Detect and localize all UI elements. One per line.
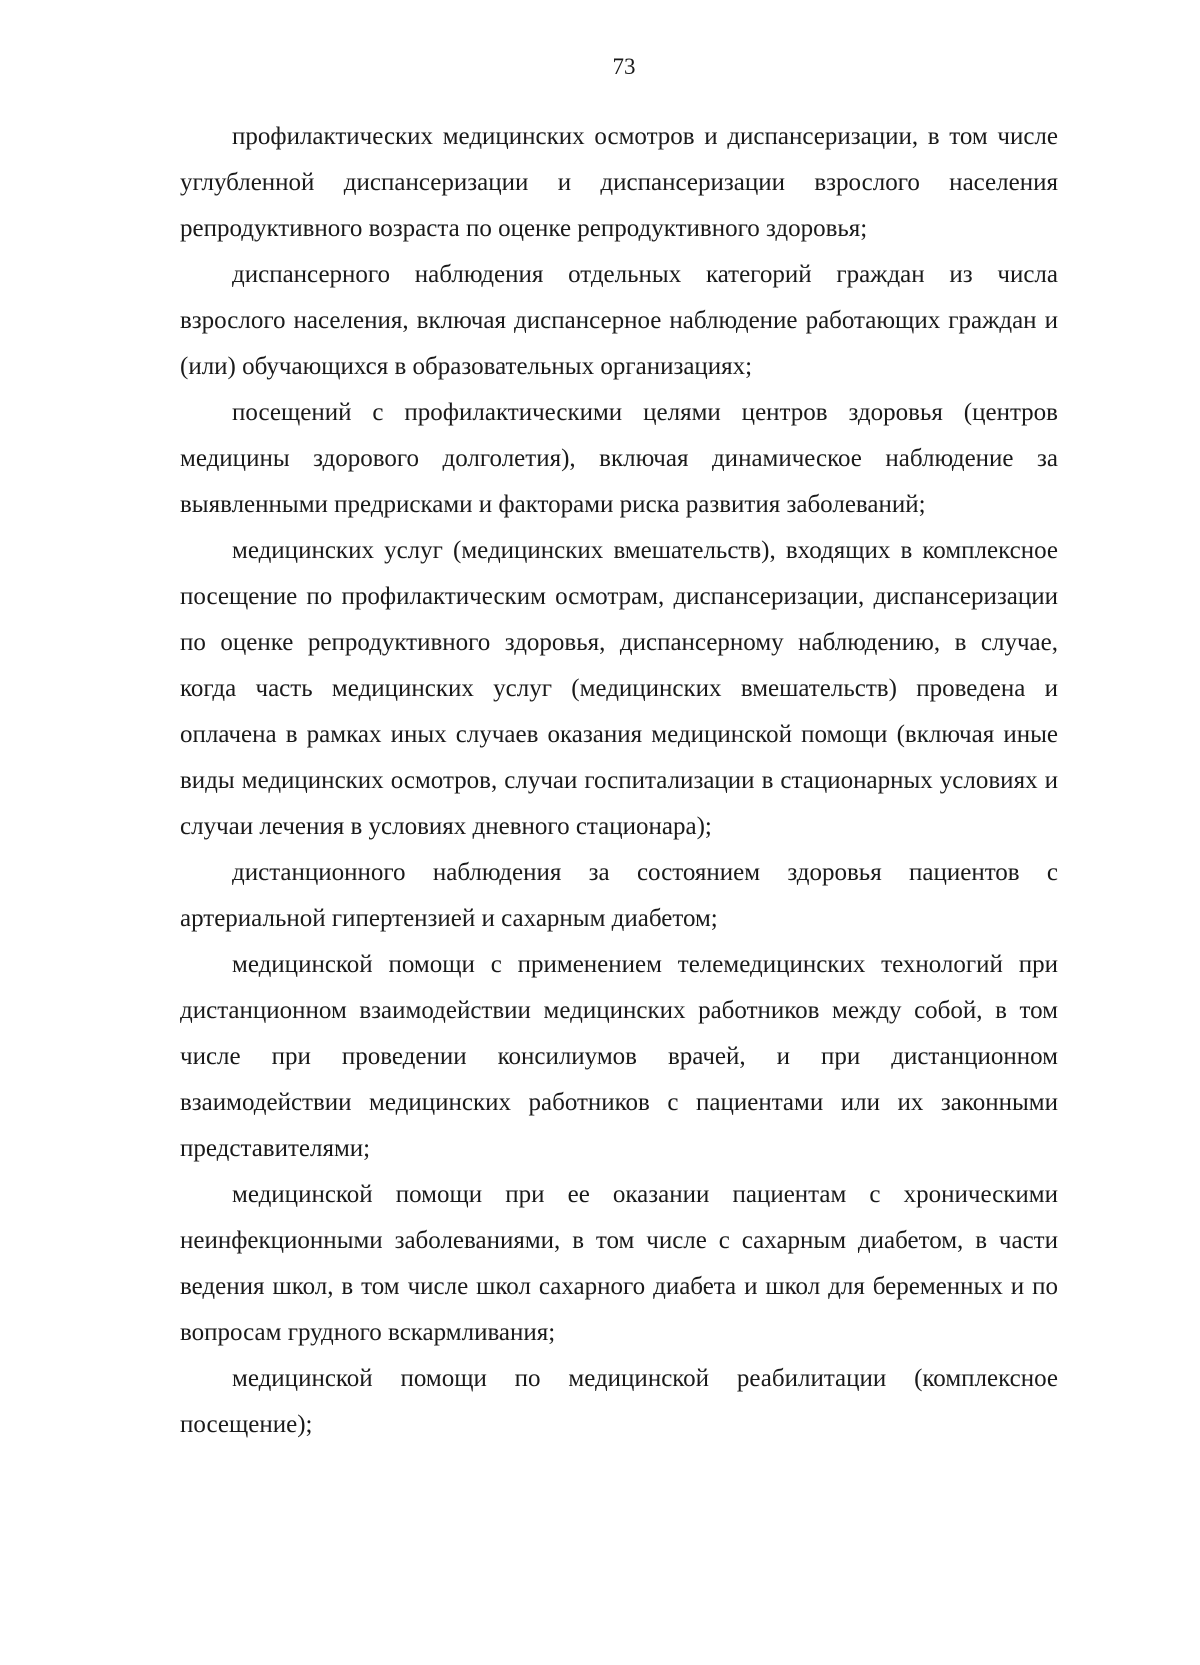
paragraph-7: медицинской помощи при ее оказании пациентам с хроническими неинфекционными заболеваниями, в том числе с сахарным диабетом, в части ведения школ, в том числе школ сахарного диабета и школ для беременных и по вопросам грудного вскармливания; [180,1181,1058,1346]
paragraph-1: профилактических медицинских осмотров и диспансеризации, в том числе углубленной диспансеризации и диспансеризации взрослого населения репродуктивного возраста по оценке репродуктивного здоровья; [180,123,1058,242]
document-body [180,114,1058,1448]
page-number: 73 [612,54,636,79]
paragraph-2: диспансерного наблюдения отдельных категорий граждан из числа взрослого населения, включая диспансерное наблюдение работающих граждан и (или) обучающихся в образовательных организациях; [180,261,1058,380]
paragraph-6: медицинской помощи с применением телемедицинских технологий при дистанционном взаимодействии медицинских работников между собой, в том числе при проведении консилиумов врачей, и при дистанционном взаимодействии медицинских работников с пациентами или их законными представителями; [180,951,1058,1162]
paragraph-3: посещений с профилактическими целями центров здоровья (центров медицины здорового долголетия), включая динамическое наблюдение за выявленными предрисками и факторами риска развития заболеваний; [180,399,1058,518]
paragraph-5: дистанционного наблюдения за состоянием здоровья пациентов с артериальной гипертензией и сахарным диабетом; [180,859,1058,932]
paragraph-4: медицинских услуг (медицинских вмешательств), входящих в комплексное посещение по профилактическим осмотрам, диспансеризации, диспансеризации по оценке репродуктивного здоровья, диспансерному наблюдению, в случае, когда часть медицинских услуг (медицинских вмешательств) проведена и оплачена в рамках иных случаев оказания медицинской помощи (включая иные виды медицинских осмотров, случаи госпитализации в стационарных условиях и случаи лечения в условиях дневного стационара); [180,537,1058,840]
paragraph-8: медицинской помощи по медицинской реабилитации (комплексное посещение); [180,1365,1058,1438]
